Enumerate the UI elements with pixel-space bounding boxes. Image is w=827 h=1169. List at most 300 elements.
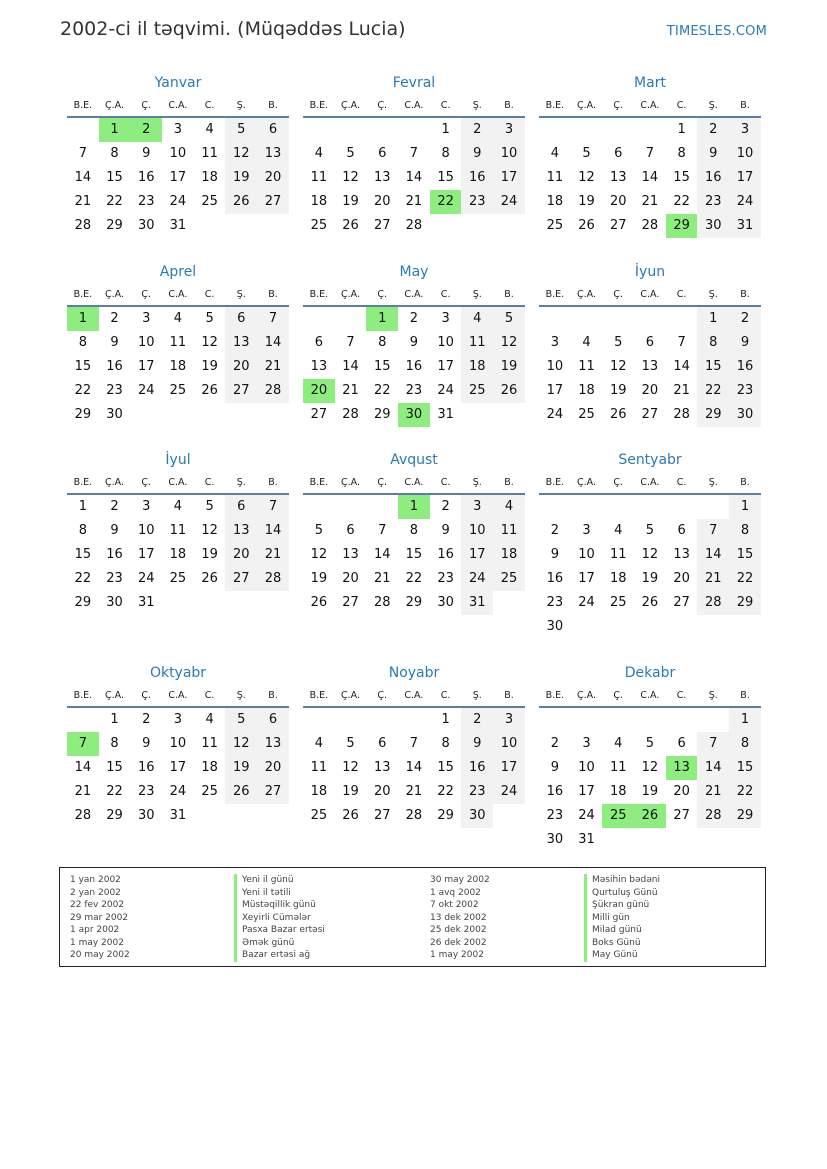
day-cell[interactable]: 19 — [493, 355, 525, 379]
day-cell[interactable]: 25 — [201, 784, 218, 799]
day-cell[interactable]: 19 — [342, 784, 359, 799]
day-cell[interactable]: 26 — [641, 595, 659, 610]
day-cell[interactable]: 23 — [546, 808, 564, 823]
day-cell[interactable]: 23 — [405, 383, 423, 398]
day-cell[interactable]: 18 — [609, 571, 627, 586]
day-cell[interactable]: 12 — [493, 331, 525, 355]
day-cell[interactable]: 8 — [677, 146, 686, 161]
day-cell[interactable]: 27 — [225, 379, 257, 403]
day-cell[interactable]: 11 — [310, 760, 328, 775]
day-cell[interactable]: 3 — [493, 708, 525, 732]
day-cell[interactable]: 4 — [205, 712, 214, 727]
day-cell[interactable]: 20 — [673, 784, 690, 799]
day-cell[interactable]: 12 — [310, 547, 328, 562]
day-cell[interactable]: 4 — [550, 146, 559, 161]
day-cell[interactable]: 17 — [546, 383, 564, 398]
day-cell[interactable]: 18 — [201, 170, 218, 185]
day-cell[interactable]: 30 — [137, 808, 155, 823]
day-cell[interactable]: 2 — [441, 499, 450, 514]
day-cell[interactable]: 14 — [257, 519, 289, 543]
day-cell[interactable]: 27 — [673, 595, 690, 610]
day-cell[interactable]: 14 — [373, 547, 391, 562]
holiday-day-cell[interactable]: 1 — [99, 118, 131, 142]
day-cell[interactable]: 22 — [373, 383, 391, 398]
day-cell[interactable]: 30 — [106, 407, 123, 422]
day-cell[interactable]: 26 — [201, 383, 218, 398]
day-cell[interactable]: 13 — [257, 732, 289, 756]
day-cell[interactable]: 17 — [461, 543, 493, 567]
day-cell[interactable]: 4 — [493, 495, 525, 519]
day-cell[interactable]: 28 — [74, 218, 92, 233]
day-cell[interactable]: 10 — [578, 760, 595, 775]
day-cell[interactable]: 7 — [677, 335, 686, 350]
day-cell[interactable]: 28 — [342, 407, 359, 422]
day-cell[interactable]: 4 — [205, 122, 214, 137]
day-cell[interactable]: 27 — [257, 780, 289, 804]
day-cell[interactable]: 3 — [493, 118, 525, 142]
day-cell[interactable]: 7 — [257, 495, 289, 519]
day-cell[interactable]: 14 — [641, 170, 659, 185]
day-cell[interactable]: 9 — [110, 523, 119, 538]
day-cell[interactable]: 1 — [441, 122, 450, 137]
day-cell[interactable]: 29 — [405, 595, 423, 610]
day-cell[interactable]: 10 — [493, 142, 525, 166]
day-cell[interactable]: 8 — [441, 736, 450, 751]
day-cell[interactable]: 14 — [74, 760, 92, 775]
day-cell[interactable]: 14 — [74, 170, 92, 185]
day-cell[interactable]: 23 — [106, 383, 123, 398]
day-cell[interactable]: 21 — [257, 355, 289, 379]
day-cell[interactable]: 22 — [729, 567, 761, 591]
day-cell[interactable]: 11 — [461, 331, 493, 355]
day-cell[interactable]: 9 — [697, 142, 729, 166]
day-cell[interactable]: 12 — [609, 359, 627, 374]
day-cell[interactable]: 19 — [342, 194, 359, 209]
day-cell[interactable]: 4 — [614, 736, 623, 751]
day-cell[interactable]: 5 — [225, 708, 257, 732]
day-cell[interactable]: 1 — [697, 307, 729, 331]
day-cell[interactable]: 2 — [142, 712, 151, 727]
day-cell[interactable]: 23 — [437, 571, 454, 586]
day-cell[interactable]: 20 — [609, 194, 627, 209]
day-cell[interactable]: 17 — [493, 756, 525, 780]
day-cell[interactable]: 21 — [673, 383, 690, 398]
day-cell[interactable]: 20 — [225, 355, 257, 379]
day-cell[interactable]: 17 — [137, 547, 155, 562]
holiday-day-cell[interactable]: 13 — [666, 756, 698, 780]
day-cell[interactable]: 19 — [225, 756, 257, 780]
day-cell[interactable]: 24 — [729, 190, 761, 214]
day-cell[interactable]: 29 — [437, 808, 454, 823]
day-cell[interactable]: 10 — [461, 519, 493, 543]
day-cell[interactable]: 19 — [310, 571, 328, 586]
day-cell[interactable]: 7 — [645, 146, 655, 161]
day-cell[interactable]: 7 — [78, 146, 87, 161]
holiday-day-cell[interactable]: 2 — [130, 118, 162, 142]
day-cell[interactable]: 31 — [578, 832, 595, 847]
day-cell[interactable]: 6 — [257, 118, 289, 142]
day-cell[interactable]: 19 — [201, 359, 218, 374]
day-cell[interactable]: 11 — [493, 519, 525, 543]
holiday-day-cell[interactable]: 20 — [303, 379, 335, 403]
day-cell[interactable]: 1 — [78, 499, 87, 514]
day-cell[interactable]: 4 — [173, 499, 183, 514]
day-cell[interactable]: 6 — [614, 146, 623, 161]
day-cell[interactable]: 7 — [409, 736, 419, 751]
day-cell[interactable]: 23 — [137, 784, 155, 799]
holiday-day-cell[interactable]: 1 — [67, 307, 99, 331]
day-cell[interactable]: 16 — [546, 571, 564, 586]
day-cell[interactable]: 7 — [697, 519, 729, 543]
day-cell[interactable]: 30 — [729, 403, 761, 427]
day-cell[interactable]: 25 — [169, 383, 187, 398]
day-cell[interactable]: 21 — [257, 543, 289, 567]
day-cell[interactable]: 10 — [437, 335, 454, 350]
day-cell[interactable]: 2 — [461, 708, 493, 732]
day-cell[interactable]: 6 — [677, 523, 686, 538]
day-cell[interactable]: 8 — [729, 519, 761, 543]
day-cell[interactable]: 10 — [137, 335, 155, 350]
day-cell[interactable]: 13 — [257, 142, 289, 166]
day-cell[interactable]: 11 — [609, 547, 627, 562]
day-cell[interactable]: 1 — [729, 708, 761, 732]
day-cell[interactable]: 1 — [441, 712, 450, 727]
day-cell[interactable]: 21 — [405, 194, 423, 209]
day-cell[interactable]: 25 — [546, 218, 564, 233]
day-cell[interactable]: 24 — [437, 383, 454, 398]
day-cell[interactable]: 17 — [493, 166, 525, 190]
day-cell[interactable]: 28 — [697, 591, 729, 615]
day-cell[interactable]: 24 — [578, 595, 595, 610]
day-cell[interactable]: 25 — [578, 407, 595, 422]
day-cell[interactable]: 29 — [697, 403, 729, 427]
day-cell[interactable]: 27 — [641, 407, 659, 422]
day-cell[interactable]: 11 — [169, 523, 187, 538]
day-cell[interactable]: 11 — [546, 170, 564, 185]
day-cell[interactable]: 13 — [373, 170, 391, 185]
day-cell[interactable]: 19 — [201, 547, 218, 562]
holiday-day-cell[interactable]: 7 — [67, 732, 99, 756]
day-cell[interactable]: 9 — [142, 146, 151, 161]
day-cell[interactable]: 8 — [78, 523, 87, 538]
day-cell[interactable]: 19 — [578, 194, 595, 209]
day-cell[interactable]: 2 — [110, 499, 119, 514]
day-cell[interactable]: 13 — [373, 760, 391, 775]
day-cell[interactable]: 26 — [201, 571, 218, 586]
day-cell[interactable]: 12 — [225, 142, 257, 166]
day-cell[interactable]: 29 — [74, 407, 92, 422]
day-cell[interactable]: 18 — [493, 543, 525, 567]
day-cell[interactable]: 10 — [493, 732, 525, 756]
day-cell[interactable]: 2 — [550, 523, 559, 538]
day-cell[interactable]: 29 — [106, 218, 123, 233]
day-cell[interactable]: 15 — [373, 359, 391, 374]
day-cell[interactable]: 5 — [205, 499, 214, 514]
day-cell[interactable]: 5 — [493, 307, 525, 331]
day-cell[interactable]: 30 — [106, 595, 123, 610]
day-cell[interactable]: 21 — [74, 784, 92, 799]
day-cell[interactable]: 26 — [225, 780, 257, 804]
day-cell[interactable]: 11 — [169, 335, 187, 350]
day-cell[interactable]: 8 — [729, 732, 761, 756]
day-cell[interactable]: 30 — [437, 595, 454, 610]
day-cell[interactable]: 6 — [677, 736, 686, 751]
day-cell[interactable]: 13 — [342, 547, 359, 562]
day-cell[interactable]: 26 — [225, 190, 257, 214]
day-cell[interactable]: 5 — [225, 118, 257, 142]
day-cell[interactable]: 17 — [578, 784, 595, 799]
day-cell[interactable]: 3 — [173, 122, 183, 137]
day-cell[interactable]: 19 — [641, 784, 659, 799]
day-cell[interactable]: 16 — [461, 756, 493, 780]
day-cell[interactable]: 16 — [405, 359, 423, 374]
day-cell[interactable]: 25 — [310, 218, 328, 233]
day-cell[interactable]: 12 — [201, 523, 218, 538]
day-cell[interactable]: 26 — [493, 379, 525, 403]
day-cell[interactable]: 12 — [342, 760, 359, 775]
day-cell[interactable]: 21 — [405, 784, 423, 799]
day-cell[interactable]: 22 — [405, 571, 423, 586]
day-cell[interactable]: 10 — [169, 736, 187, 751]
day-cell[interactable]: 18 — [578, 383, 595, 398]
day-cell[interactable]: 1 — [677, 122, 686, 137]
day-cell[interactable]: 27 — [609, 218, 627, 233]
day-cell[interactable]: 18 — [461, 355, 493, 379]
day-cell[interactable]: 11 — [609, 760, 627, 775]
day-cell[interactable]: 13 — [673, 547, 690, 562]
day-cell[interactable]: 25 — [609, 595, 627, 610]
day-cell[interactable]: 3 — [550, 335, 559, 350]
day-cell[interactable]: 17 — [169, 760, 187, 775]
day-cell[interactable]: 3 — [461, 495, 493, 519]
holiday-day-cell[interactable]: 1 — [366, 307, 398, 331]
day-cell[interactable]: 21 — [342, 383, 359, 398]
day-cell[interactable]: 27 — [673, 808, 690, 823]
day-cell[interactable]: 28 — [74, 808, 92, 823]
holiday-day-cell[interactable]: 26 — [634, 804, 666, 828]
day-cell[interactable]: 2 — [550, 736, 559, 751]
holiday-day-cell[interactable]: 25 — [602, 804, 634, 828]
day-cell[interactable]: 5 — [645, 523, 655, 538]
day-cell[interactable]: 9 — [550, 547, 559, 562]
day-cell[interactable]: 25 — [310, 808, 328, 823]
day-cell[interactable]: 11 — [310, 170, 328, 185]
day-cell[interactable]: 14 — [697, 756, 729, 780]
day-cell[interactable]: 13 — [225, 331, 257, 355]
day-cell[interactable]: 27 — [373, 218, 391, 233]
day-cell[interactable]: 10 — [546, 359, 564, 374]
day-cell[interactable]: 26 — [310, 595, 328, 610]
day-cell[interactable]: 2 — [729, 307, 761, 331]
day-cell[interactable]: 6 — [257, 708, 289, 732]
day-cell[interactable]: 21 — [697, 567, 729, 591]
day-cell[interactable]: 19 — [641, 571, 659, 586]
day-cell[interactable]: 22 — [673, 194, 690, 209]
day-cell[interactable]: 14 — [697, 543, 729, 567]
day-cell[interactable]: 2 — [110, 311, 119, 326]
day-cell[interactable]: 15 — [729, 756, 761, 780]
day-cell[interactable]: 17 — [437, 359, 454, 374]
day-cell[interactable]: 22 — [437, 784, 454, 799]
day-cell[interactable]: 25 — [461, 379, 493, 403]
day-cell[interactable]: 17 — [578, 571, 595, 586]
day-cell[interactable]: 20 — [257, 756, 289, 780]
day-cell[interactable]: 16 — [106, 359, 123, 374]
day-cell[interactable]: 15 — [729, 543, 761, 567]
day-cell[interactable]: 12 — [342, 170, 359, 185]
day-cell[interactable]: 20 — [373, 194, 391, 209]
day-cell[interactable]: 11 — [578, 359, 595, 374]
day-cell[interactable]: 12 — [578, 170, 595, 185]
day-cell[interactable]: 24 — [169, 194, 187, 209]
day-cell[interactable]: 4 — [314, 736, 323, 751]
day-cell[interactable]: 21 — [697, 780, 729, 804]
day-cell[interactable]: 24 — [137, 383, 155, 398]
day-cell[interactable]: 20 — [225, 543, 257, 567]
day-cell[interactable]: 22 — [106, 194, 123, 209]
day-cell[interactable]: 31 — [437, 407, 454, 422]
day-cell[interactable]: 15 — [106, 760, 123, 775]
day-cell[interactable]: 4 — [173, 311, 183, 326]
day-cell[interactable]: 23 — [729, 379, 761, 403]
day-cell[interactable]: 5 — [346, 146, 355, 161]
holiday-day-cell[interactable]: 29 — [666, 214, 698, 238]
day-cell[interactable]: 28 — [641, 218, 659, 233]
day-cell[interactable]: 27 — [342, 595, 359, 610]
day-cell[interactable]: 8 — [441, 146, 450, 161]
day-cell[interactable]: 29 — [729, 591, 761, 615]
day-cell[interactable]: 5 — [614, 335, 623, 350]
day-cell[interactable]: 23 — [461, 780, 493, 804]
day-cell[interactable]: 18 — [201, 760, 218, 775]
day-cell[interactable]: 23 — [461, 190, 493, 214]
day-cell[interactable]: 21 — [373, 571, 391, 586]
day-cell[interactable]: 3 — [441, 311, 450, 326]
day-cell[interactable]: 9 — [441, 523, 450, 538]
day-cell[interactable]: 9 — [550, 760, 559, 775]
day-cell[interactable]: 28 — [697, 804, 729, 828]
day-cell[interactable]: 20 — [257, 166, 289, 190]
day-cell[interactable]: 31 — [461, 591, 493, 615]
day-cell[interactable]: 22 — [729, 780, 761, 804]
day-cell[interactable]: 24 — [493, 780, 525, 804]
day-cell[interactable]: 4 — [614, 523, 623, 538]
day-cell[interactable]: 29 — [106, 808, 123, 823]
day-cell[interactable]: 31 — [169, 808, 187, 823]
day-cell[interactable]: 16 — [106, 547, 123, 562]
day-cell[interactable]: 19 — [225, 166, 257, 190]
day-cell[interactable]: 23 — [546, 595, 564, 610]
day-cell[interactable]: 8 — [409, 523, 419, 538]
day-cell[interactable]: 6 — [378, 736, 387, 751]
day-cell[interactable]: 18 — [310, 784, 328, 799]
day-cell[interactable]: 12 — [201, 335, 218, 350]
day-cell[interactable]: 18 — [310, 194, 328, 209]
day-cell[interactable]: 28 — [257, 379, 289, 403]
day-cell[interactable]: 31 — [729, 214, 761, 238]
day-cell[interactable]: 7 — [346, 335, 355, 350]
day-cell[interactable]: 16 — [137, 760, 155, 775]
day-cell[interactable]: 7 — [697, 732, 729, 756]
day-cell[interactable]: 15 — [697, 355, 729, 379]
day-cell[interactable]: 28 — [373, 595, 391, 610]
day-cell[interactable]: 23 — [697, 190, 729, 214]
day-cell[interactable]: 29 — [729, 804, 761, 828]
day-cell[interactable]: 12 — [225, 732, 257, 756]
day-cell[interactable]: 22 — [697, 379, 729, 403]
day-cell[interactable]: 14 — [673, 359, 690, 374]
day-cell[interactable]: 25 — [201, 194, 218, 209]
day-cell[interactable]: 5 — [346, 736, 355, 751]
day-cell[interactable]: 14 — [405, 170, 423, 185]
day-cell[interactable]: 31 — [137, 595, 155, 610]
day-cell[interactable]: 8 — [110, 736, 119, 751]
day-cell[interactable]: 7 — [378, 523, 387, 538]
day-cell[interactable]: 12 — [641, 760, 659, 775]
day-cell[interactable]: 16 — [461, 166, 493, 190]
day-cell[interactable]: 13 — [609, 170, 627, 185]
day-cell[interactable]: 28 — [405, 218, 423, 233]
day-cell[interactable]: 9 — [729, 331, 761, 355]
day-cell[interactable]: 9 — [461, 732, 493, 756]
day-cell[interactable]: 4 — [314, 146, 323, 161]
day-cell[interactable]: 22 — [74, 571, 92, 586]
day-cell[interactable]: 24 — [461, 567, 493, 591]
day-cell[interactable]: 23 — [137, 194, 155, 209]
day-cell[interactable]: 31 — [169, 218, 187, 233]
day-cell[interactable]: 3 — [142, 311, 151, 326]
day-cell[interactable]: 6 — [346, 523, 355, 538]
holiday-day-cell[interactable]: 1 — [398, 495, 430, 519]
day-cell[interactable]: 11 — [201, 146, 218, 161]
day-cell[interactable]: 16 — [729, 355, 761, 379]
day-cell[interactable]: 3 — [173, 712, 183, 727]
day-cell[interactable]: 13 — [225, 519, 257, 543]
day-cell[interactable]: 22 — [106, 784, 123, 799]
day-cell[interactable]: 5 — [582, 146, 591, 161]
day-cell[interactable]: 13 — [641, 359, 659, 374]
day-cell[interactable]: 20 — [641, 383, 659, 398]
day-cell[interactable]: 6 — [225, 495, 257, 519]
day-cell[interactable]: 25 — [169, 571, 187, 586]
day-cell[interactable]: 30 — [137, 218, 155, 233]
day-cell[interactable]: 20 — [373, 784, 391, 799]
day-cell[interactable]: 17 — [137, 359, 155, 374]
day-cell[interactable]: 7 — [409, 146, 419, 161]
day-cell[interactable]: 15 — [74, 547, 92, 562]
day-cell[interactable]: 22 — [74, 383, 92, 398]
day-cell[interactable]: 15 — [437, 760, 454, 775]
day-cell[interactable]: 24 — [137, 571, 155, 586]
day-cell[interactable]: 9 — [461, 142, 493, 166]
day-cell[interactable]: 16 — [697, 166, 729, 190]
day-cell[interactable]: 17 — [729, 166, 761, 190]
day-cell[interactable]: 28 — [673, 407, 690, 422]
day-cell[interactable]: 6 — [225, 307, 257, 331]
day-cell[interactable]: 18 — [169, 359, 187, 374]
day-cell[interactable]: 18 — [169, 547, 187, 562]
day-cell[interactable]: 24 — [578, 808, 595, 823]
day-cell[interactable]: 4 — [582, 335, 591, 350]
day-cell[interactable]: 5 — [205, 311, 214, 326]
brand-logo[interactable]: TIMESLES.COM — [666, 24, 767, 39]
day-cell[interactable]: 5 — [314, 523, 323, 538]
day-cell[interactable]: 1 — [110, 712, 119, 727]
day-cell[interactable]: 13 — [310, 359, 328, 374]
day-cell[interactable]: 21 — [641, 194, 659, 209]
day-cell[interactable]: 30 — [546, 619, 564, 634]
day-cell[interactable]: 15 — [437, 170, 454, 185]
